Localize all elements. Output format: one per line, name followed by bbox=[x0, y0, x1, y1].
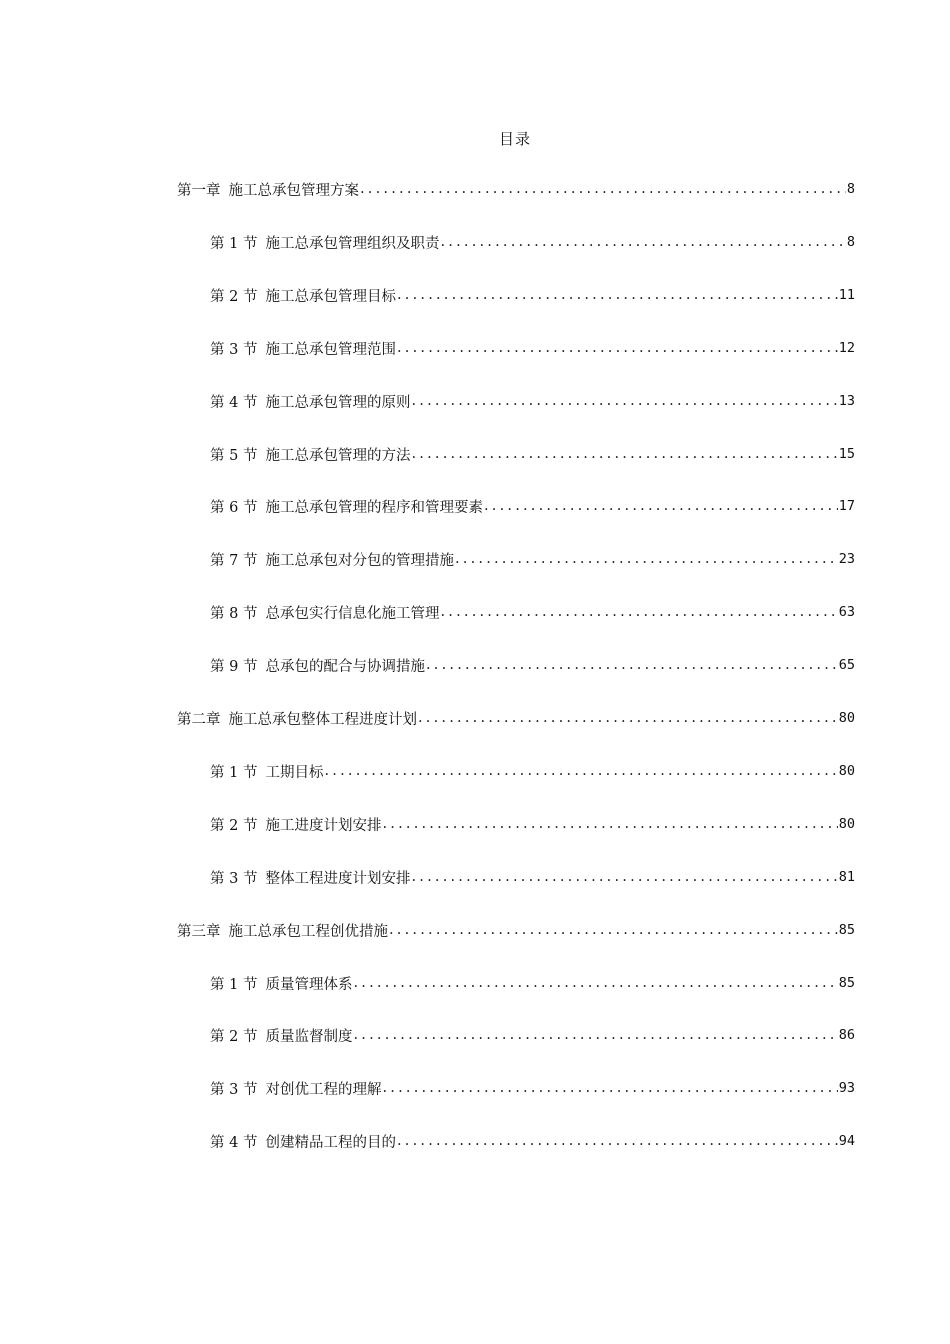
toc-dot-leader bbox=[397, 340, 838, 356]
toc-section-entry[interactable] bbox=[210, 386, 855, 416]
toc-section-entry[interactable] bbox=[210, 280, 855, 310]
toc-page-number: 81 bbox=[838, 869, 855, 885]
toc-entry-label: 第 8 节 bbox=[210, 605, 258, 622]
toc-section-entry[interactable] bbox=[210, 862, 855, 892]
toc-entry-label: 第三章 bbox=[177, 923, 221, 940]
toc-page-number: 11 bbox=[838, 287, 855, 303]
toc-dot-leader bbox=[411, 446, 837, 462]
toc-entry-title: 施工总承包管理目标 bbox=[265, 288, 396, 305]
toc-page-number: 85 bbox=[838, 975, 855, 991]
toc-entry-title: 整体工程进度计划安排 bbox=[265, 870, 411, 887]
toc-entry-title: 施工总承包管理的原则 bbox=[265, 394, 411, 411]
toc-section-entry[interactable] bbox=[210, 756, 855, 786]
toc-dot-leader bbox=[389, 922, 838, 938]
toc-page-number: 13 bbox=[838, 393, 855, 409]
toc-entry-title: 施工总承包管理方案 bbox=[228, 182, 359, 199]
toc-entry-label: 第 5 节 bbox=[210, 447, 258, 464]
toc-entry-label: 第一章 bbox=[177, 182, 221, 199]
toc-entry-title: 总承包的配合与协调措施 bbox=[265, 658, 425, 675]
toc-section-entry[interactable] bbox=[210, 333, 855, 363]
toc-entry-label: 第 1 节 bbox=[210, 764, 258, 781]
toc-entry-title: 施工总承包管理范围 bbox=[265, 341, 396, 358]
toc-entry-label: 第 4 节 bbox=[210, 1134, 258, 1151]
toc-entry-title: 总承包实行信息化施工管理 bbox=[265, 605, 440, 622]
toc-entry-label: 第 2 节 bbox=[210, 288, 258, 305]
toc-entry-title: 质量监督制度 bbox=[265, 1028, 353, 1045]
toc-dot-leader bbox=[397, 1133, 838, 1149]
toc-dot-leader bbox=[382, 1080, 837, 1096]
toc-dot-leader bbox=[324, 763, 837, 779]
toc-dot-leader bbox=[440, 604, 837, 620]
toc-dot-leader bbox=[382, 816, 837, 832]
toc-entry-title: 创建精品工程的目的 bbox=[265, 1134, 396, 1151]
toc-section-entry[interactable] bbox=[210, 1020, 855, 1050]
toc-section-entry[interactable] bbox=[210, 597, 855, 627]
toc-section-entry[interactable] bbox=[210, 809, 855, 839]
toc-section-entry[interactable] bbox=[210, 439, 855, 469]
toc-page-number: 17 bbox=[838, 498, 855, 514]
toc-entry-label: 第 1 节 bbox=[210, 235, 258, 252]
toc-page-number: 80 bbox=[838, 816, 855, 832]
toc-entry-label: 第 7 节 bbox=[210, 552, 258, 569]
toc-page-number: 8 bbox=[846, 234, 855, 250]
toc-page-number: 93 bbox=[838, 1080, 855, 1096]
toc-dot-leader bbox=[353, 975, 837, 991]
toc-entry-label: 第 6 节 bbox=[210, 499, 258, 516]
toc-dot-leader bbox=[360, 181, 846, 197]
toc-entry-label: 第 9 节 bbox=[210, 658, 258, 675]
toc-dot-leader bbox=[440, 234, 845, 250]
toc-chapter-entry[interactable] bbox=[177, 915, 855, 945]
toc-dot-leader bbox=[353, 1027, 837, 1043]
toc-section-entry[interactable] bbox=[210, 968, 855, 998]
toc-chapter-entry[interactable] bbox=[177, 174, 855, 204]
toc-title: 目录 bbox=[498, 130, 531, 148]
toc-entry-label: 第 3 节 bbox=[210, 341, 258, 358]
toc-entry-title: 施工总承包管理的方法 bbox=[265, 447, 411, 464]
toc-dot-leader bbox=[455, 551, 838, 567]
toc-page-number: 12 bbox=[838, 340, 855, 356]
toc-entry-label: 第 2 节 bbox=[210, 817, 258, 834]
toc-entry-title: 施工总承包管理的程序和管理要素 bbox=[265, 499, 483, 516]
toc-entry-title: 对创优工程的理解 bbox=[265, 1081, 382, 1098]
toc-page-number: 8 bbox=[846, 181, 855, 197]
toc-section-entry[interactable] bbox=[210, 1073, 855, 1103]
toc-entry-label: 第 2 节 bbox=[210, 1028, 258, 1045]
toc-page-number: 80 bbox=[838, 763, 855, 779]
toc-entry-label: 第 1 节 bbox=[210, 976, 258, 993]
toc-entry-title: 施工进度计划安排 bbox=[265, 817, 382, 834]
toc-section-entry[interactable] bbox=[210, 650, 855, 680]
toc-section-entry[interactable] bbox=[210, 491, 855, 521]
toc-dot-leader bbox=[418, 710, 838, 726]
toc-entry-title: 施工总承包整体工程进度计划 bbox=[228, 711, 417, 728]
toc-section-entry[interactable] bbox=[210, 227, 855, 257]
toc-section-entry[interactable] bbox=[210, 544, 855, 574]
toc-chapter-entry[interactable] bbox=[177, 703, 855, 733]
toc-section-entry[interactable] bbox=[210, 1126, 855, 1156]
toc-entry-title: 工期目标 bbox=[265, 764, 324, 781]
toc-page-number: 86 bbox=[838, 1027, 855, 1043]
toc-page-number: 63 bbox=[838, 604, 855, 620]
toc-entry-title: 质量管理体系 bbox=[265, 976, 353, 993]
toc-entry-title: 施工总承包对分包的管理措施 bbox=[265, 552, 454, 569]
toc-entry-label: 第 4 节 bbox=[210, 394, 258, 411]
toc-dot-leader bbox=[426, 657, 838, 673]
toc-entry-label: 第 3 节 bbox=[210, 870, 258, 887]
toc-page-number: 23 bbox=[838, 551, 855, 567]
toc-dot-leader bbox=[411, 869, 837, 885]
toc-entry-label: 第二章 bbox=[177, 711, 221, 728]
toc-entry-title: 施工总承包工程创优措施 bbox=[228, 923, 388, 940]
toc-entry-title: 施工总承包管理组织及职责 bbox=[265, 235, 440, 252]
toc-entry-label: 第 3 节 bbox=[210, 1081, 258, 1098]
toc-dot-leader bbox=[484, 498, 838, 514]
toc-dot-leader bbox=[397, 287, 838, 303]
toc-page-number: 80 bbox=[838, 710, 855, 726]
toc-page-number: 15 bbox=[838, 446, 855, 462]
toc-dot-leader bbox=[411, 393, 837, 409]
toc-page-number: 85 bbox=[838, 922, 855, 938]
toc-page-number: 65 bbox=[838, 657, 855, 673]
toc-page-number: 94 bbox=[838, 1133, 855, 1149]
